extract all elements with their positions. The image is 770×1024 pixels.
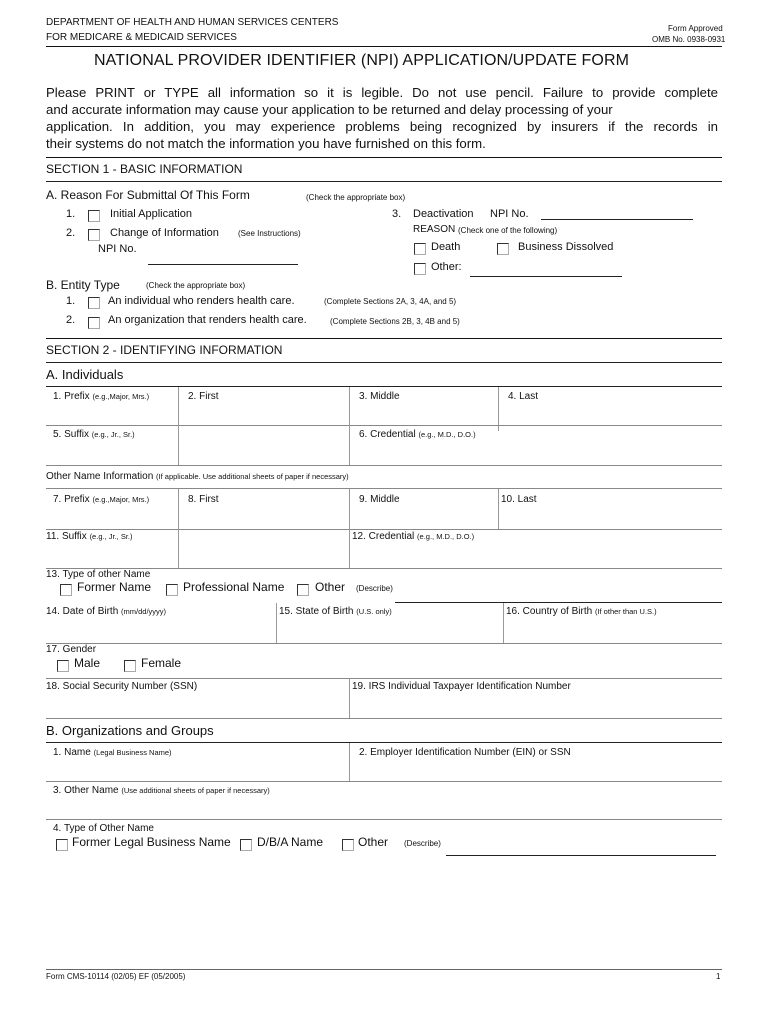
- credential-note: (e.g., M.D., D.O.): [418, 430, 476, 439]
- entity-organization-note: (Complete Sections 2B, 3, 4B and 5): [330, 317, 460, 326]
- other-name-info-label: Other Name Information: [46, 471, 154, 482]
- org-other-checkbox[interactable]: [342, 839, 354, 851]
- other-name-describe: (Describe): [356, 584, 393, 593]
- former-legal-name-checkbox[interactable]: [56, 839, 68, 851]
- dob-note: (mm/dd/yyyy): [121, 607, 167, 616]
- suffix2-label: 11. Suffix: [46, 531, 87, 542]
- entity-individual-label: An individual who renders health care.: [108, 295, 295, 307]
- dba-name-label: D/B/A Name: [257, 835, 324, 849]
- org-other-label: Other: [358, 835, 389, 849]
- state-of-birth-field[interactable]: [279, 606, 392, 617]
- prefix-label: 1. Prefix: [53, 391, 90, 402]
- first-name-label: 2. First: [188, 391, 219, 402]
- deactivation-other-checkbox[interactable]: [414, 263, 426, 275]
- suffix-note: (e.g., Jr., Sr.): [91, 430, 135, 439]
- org-other-describe: (Describe): [404, 839, 441, 848]
- last-name-label: 4. Last: [508, 391, 539, 402]
- female-checkbox[interactable]: [124, 660, 136, 672]
- row-rule: [46, 819, 722, 820]
- middle2-field[interactable]: [359, 494, 400, 505]
- divider: [349, 743, 350, 781]
- row-rule: [46, 678, 722, 679]
- prefix2-label: 7. Prefix: [53, 494, 90, 505]
- credential2-note: (e.g., M.D., D.O.): [417, 532, 475, 541]
- change-of-information-checkbox[interactable]: [88, 229, 100, 241]
- middle-name-field[interactable]: [359, 391, 400, 402]
- initial-application-label: Initial Application: [110, 208, 192, 220]
- reason-opt1-num: 1.: [66, 208, 76, 220]
- section1-bottom-rule: [46, 181, 722, 182]
- business-dissolved-checkbox[interactable]: [497, 243, 509, 255]
- entity-individual-checkbox[interactable]: [88, 297, 100, 309]
- organizations-rule: [46, 742, 722, 743]
- section1-top-rule: [46, 157, 722, 158]
- ssn-label: 18. Social Security Number (SSN): [46, 681, 198, 692]
- suffix-field[interactable]: [53, 429, 135, 440]
- other-name-describe-field[interactable]: [395, 602, 722, 603]
- divider: [349, 529, 350, 569]
- death-checkbox[interactable]: [414, 243, 426, 255]
- divider: [498, 489, 499, 529]
- intro-line-4: their systems do not match the information you have furnished on this form.: [46, 136, 486, 151]
- business-dissolved-label: Business Dissolved: [518, 241, 614, 253]
- org-type-other-label: 4. Type of Other Name: [53, 823, 154, 834]
- divider: [349, 678, 350, 718]
- country-of-birth-note: (If other than U.S.): [594, 607, 657, 616]
- other-name-info-note: (If applicable. Use additional sheets of paper if necessary): [156, 472, 349, 481]
- ein-label: 2. Employer Identification Number (EIN) or SSN: [359, 747, 571, 758]
- male-checkbox[interactable]: [57, 660, 69, 672]
- organizations-label: B. Organizations and Groups: [46, 723, 214, 738]
- divider: [178, 425, 179, 465]
- row-rule: [46, 425, 722, 426]
- professional-name-label: Professional Name: [183, 580, 285, 594]
- intro-line-3: application. In addition, you may experience problems being recognized by insurers if the records in: [46, 119, 718, 134]
- middle2-label: 9. Middle: [359, 494, 400, 505]
- last2-label: 10. Last: [501, 494, 537, 505]
- credential-field[interactable]: [359, 429, 476, 440]
- row-rule: [46, 488, 722, 489]
- ssn-field[interactable]: [46, 681, 197, 692]
- dob-field[interactable]: [46, 606, 166, 617]
- reason-note: (Check the appropriate box): [306, 193, 406, 202]
- credential2-label: 12. Credential: [352, 531, 415, 542]
- npi-no-field[interactable]: [148, 264, 298, 265]
- professional-name-checkbox[interactable]: [166, 584, 178, 596]
- form-approved: Form Approved: [668, 24, 723, 33]
- prefix2-field[interactable]: [53, 494, 149, 505]
- entity-type-note: (Check the appropriate box): [146, 281, 246, 290]
- deactivation-npi-field[interactable]: [541, 219, 693, 220]
- country-of-birth-label: 16. Country of Birth: [506, 606, 593, 617]
- dob-label: 14. Date of Birth: [46, 606, 119, 617]
- footer-form-id: Form CMS-10114 (02/05) EF (05/2005): [46, 972, 186, 981]
- header-rule: [46, 46, 722, 47]
- credential2-field[interactable]: [352, 531, 474, 542]
- org-name-field[interactable]: [53, 747, 172, 758]
- deactivation-other-field[interactable]: [470, 276, 622, 277]
- prefix-note: (e.g.,Major, Mrs.): [92, 392, 150, 401]
- state-of-birth-note: (U.S. only): [356, 607, 392, 616]
- entity-opt2-num: 2.: [66, 314, 76, 326]
- former-legal-name-label: Former Legal Business Name: [72, 835, 231, 849]
- footer-rule: [46, 969, 722, 970]
- other-name-info: [46, 471, 349, 482]
- org-other-name-field[interactable]: [53, 785, 270, 796]
- itin-field[interactable]: [352, 681, 571, 692]
- dba-name-checkbox[interactable]: [240, 839, 252, 851]
- section2-top-rule: [46, 338, 722, 339]
- entity-individual-note: (Complete Sections 2A, 3, 4A, and 5): [324, 297, 457, 306]
- entity-organization-checkbox[interactable]: [88, 317, 100, 329]
- npi-no-label: NPI No.: [98, 243, 137, 255]
- entity-type-label: B. Entity Type: [46, 278, 120, 292]
- individuals-rule: [46, 386, 722, 387]
- org-other-name-note: (Use additional sheets of paper if necessary): [121, 786, 270, 795]
- type-other-name-label: 13. Type of other Name: [46, 569, 151, 580]
- suffix2-note: (e.g., Jr., Sr.): [89, 532, 133, 541]
- last-name-field[interactable]: [508, 391, 538, 402]
- divider: [178, 489, 179, 529]
- first2-label: 8. First: [188, 494, 219, 505]
- org-other-name-label: 3. Other Name: [53, 785, 119, 796]
- death-label: Death: [431, 241, 461, 253]
- divider: [178, 529, 179, 569]
- section1-heading: SECTION 1 - BASIC INFORMATION: [46, 162, 243, 176]
- gender-label: 17. Gender: [46, 644, 97, 655]
- reason-opt2-num: 2.: [66, 227, 76, 239]
- agency-line-1: DEPARTMENT OF HEALTH AND HUMAN SERVICES CENTERS: [46, 17, 339, 28]
- reason-opt3-num: 3.: [392, 208, 402, 220]
- credential-label: 6. Credential: [359, 429, 416, 440]
- intro-line-2: and accurate information may cause your application to be returned and delay processing of your: [46, 102, 613, 117]
- deactivation-label: Deactivation: [413, 208, 474, 220]
- org-other-describe-field[interactable]: [446, 855, 716, 856]
- row-rule: [46, 718, 722, 719]
- suffix2-field[interactable]: [46, 531, 133, 542]
- middle-name-label: 3. Middle: [359, 391, 400, 402]
- female-label: Female: [141, 656, 182, 670]
- page-title: NATIONAL PROVIDER IDENTIFIER (NPI) APPLICATION/UPDATE FORM: [94, 52, 630, 69]
- country-of-birth-field[interactable]: [506, 606, 657, 617]
- omb-number: OMB No. 0938-0931: [652, 35, 726, 44]
- divider: [349, 425, 350, 465]
- suffix-label: 5. Suffix: [53, 429, 89, 440]
- reason-sub-label: REASON: [413, 224, 456, 235]
- reason-sub-note: (Check one of the following): [458, 226, 558, 235]
- org-name-label: 1. Name: [53, 747, 91, 758]
- entity-opt1-num: 1.: [66, 295, 76, 307]
- reason-label: A. Reason For Submittal Of This Form: [46, 188, 250, 202]
- individuals-label: A. Individuals: [46, 367, 124, 382]
- former-name-checkbox[interactable]: [60, 584, 72, 596]
- divider: [349, 489, 350, 529]
- footer-page-number: 1: [716, 972, 721, 981]
- other-name-label: Other: [315, 580, 346, 594]
- former-name-label: Former Name: [77, 580, 152, 594]
- itin-label: 19. IRS Individual Taxpayer Identification Number: [352, 681, 571, 692]
- last2-field[interactable]: [501, 494, 537, 505]
- ein-field[interactable]: [359, 747, 571, 758]
- first-name-field[interactable]: [188, 391, 219, 402]
- deactivation-other-label: Other:: [431, 261, 462, 273]
- male-label: Male: [74, 656, 101, 670]
- prefix-field[interactable]: [53, 391, 149, 402]
- divider: [276, 603, 277, 643]
- initial-application-checkbox[interactable]: [88, 210, 100, 222]
- org-name-note: (Legal Business Name): [93, 748, 172, 757]
- prefix2-note: (e.g.,Major, Mrs.): [92, 495, 150, 504]
- first2-field[interactable]: [188, 494, 219, 505]
- row-rule: [46, 529, 722, 530]
- change-of-information-label: Change of Information: [110, 227, 219, 239]
- row-rule: [46, 643, 722, 644]
- agency-line-2: FOR MEDICARE & MEDICAID SERVICES: [46, 32, 237, 43]
- row-rule: [46, 465, 722, 466]
- intro-line-1: Please PRINT or TYPE all information so it is legible. Do not use pencil. Failure to provide complete: [46, 85, 718, 100]
- entity-organization-label: An organization that renders health care.: [108, 314, 307, 326]
- row-rule: [46, 781, 722, 782]
- state-of-birth-label: 15. State of Birth: [279, 606, 354, 617]
- section2-bottom-rule: [46, 362, 722, 363]
- deactivation-npi-label: NPI No.: [490, 208, 529, 220]
- change-of-information-note: (See Instructions): [238, 229, 301, 238]
- other-name-checkbox[interactable]: [297, 584, 309, 596]
- divider: [503, 603, 504, 643]
- section2-heading: SECTION 2 - IDENTIFYING INFORMATION: [46, 343, 283, 357]
